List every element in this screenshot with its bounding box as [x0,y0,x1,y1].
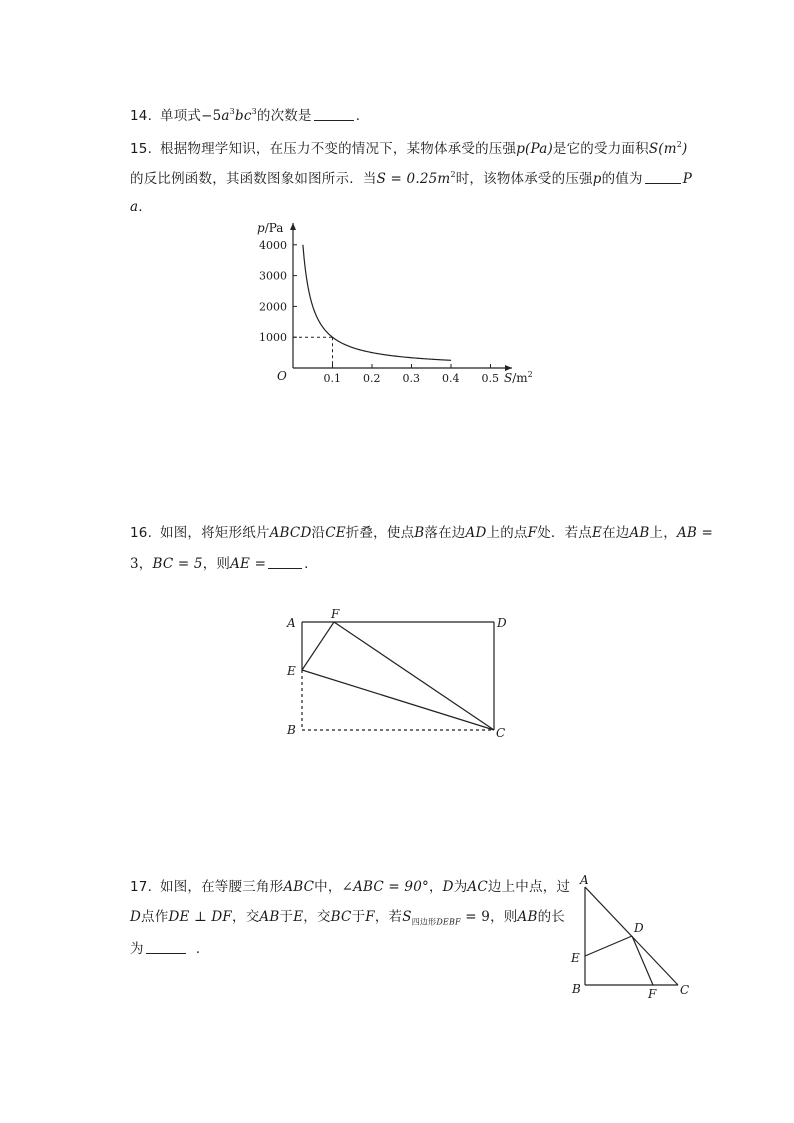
fig16-label-d: D [497,616,507,630]
q17-abc: ABC [283,879,315,895]
q14-var-a: a [221,108,230,124]
q15-m: (m [658,141,677,157]
q16-text-b: 沿 [311,525,326,541]
q15-eq: S = 0.25 [376,171,438,187]
q17-ac: AC [467,879,488,895]
q16-text-e: 上的点 [486,525,528,541]
fig17-label-d: D [634,921,644,935]
q15-text-2b: 时，该物体承受的压强 [455,171,593,187]
q15-unit-a: a [130,199,139,215]
origin-label: O [277,369,287,383]
q16-text-i: 上， [649,525,677,541]
q17-ab2: AB [517,909,538,925]
q17-e: E [293,909,304,925]
q17-d: D [442,879,454,895]
q15-m-exp: 2 [676,140,683,149]
q17-end: . [195,941,201,957]
fig17-label-a: A [580,873,589,887]
fig16-label-f: F [331,607,340,621]
q17-perp: DE ⊥ DF [168,909,232,925]
q15-text-2a: 的反比例函数，其函数图象如图所示．当 [130,171,377,187]
q16-ad: AD [465,525,487,541]
q16-sep: ， [138,556,153,572]
q17-text-2b: ，交 [232,909,260,925]
fig17-label-f: F [648,987,657,1001]
q17-text-f: 边上中点，过 [487,879,571,895]
q16-text-d: 落在边 [424,525,466,541]
q17-f: F [365,909,375,925]
q16-ae: AE = [230,556,267,572]
q16-text-a: 如图，将矩形纸片 [160,525,270,541]
q17-ab: AB [259,909,280,925]
q17-text-2a: 点作 [141,909,169,925]
q16-text-h: 在边 [602,525,630,541]
x-axis-label: $S/m^2$ [504,370,533,385]
q15-text-b: 是它的受力面积 [552,141,649,157]
q17-text-b: 中， [314,879,342,895]
q14-number: 14. [130,108,153,124]
q17-text-2e: 于 [351,909,366,925]
q16-text-2a: ，则 [202,556,231,572]
q15-close: ) [682,141,688,157]
q17-text-2g: ，若 [374,909,403,925]
q15-number: 15. [130,141,153,157]
q16-end: . [304,556,309,572]
q14-exp-a: 3 [229,107,235,116]
y-axis-label: p/Pa [257,221,284,235]
q15-text-a: 根据物理学知识，在压力不变的情况下，某物体承受的压强 [160,141,517,157]
y-tick-label: 3000 [259,269,287,283]
q15-end: . [138,199,143,215]
q17-d2: D [130,909,142,925]
q17-angle: ∠ABC = 90° [341,879,429,895]
q17-text-2c: 于 [279,909,294,925]
x-tick-label: 0.4 [442,372,460,385]
q15-s: S [648,141,659,157]
q17-text-c: ， [428,879,443,895]
q16-bc: BC = 5 [152,556,203,572]
q15-text-2c: 的值为 [601,171,643,187]
q17-s-sub2: DEBF [436,917,461,927]
fig16-label-b: B [287,723,296,737]
q17-s-sub: 四边形 [411,917,437,927]
q16-abcd: ABCD [269,525,312,541]
fig16-label-e: E [287,664,296,678]
q15-p: p [516,141,526,157]
q15-eq-exp: 2 [450,170,456,179]
q17-text-a: 如图，在等腰三角形 [160,879,284,895]
q14-text-after: 的次数是 [256,108,312,124]
q17-bc: BC [330,909,352,925]
fig17-label-b: B [572,982,581,996]
q14-var-c: c [243,108,252,124]
x-tick-label: 0.2 [363,372,381,385]
q17-s: S [402,909,412,925]
q15-p2: p [592,171,602,187]
q16-b-pt: B [414,525,425,541]
x-tick-label: 0.3 [402,372,420,385]
q14-text-before: 单项式 [160,108,202,124]
q14-var-b: b [234,108,244,124]
q16-number: 16. [130,525,153,541]
q17-number: 17. [130,879,153,895]
x-tick-label: 0.5 [481,372,499,385]
q17-text-2d: ，交 [303,909,331,925]
q14-end: . [355,108,361,124]
q17-text-3a: 为 [130,941,144,957]
q16-e-pt: E [592,525,603,541]
q17-eq: = 9 [460,909,491,925]
q15-eq-m: m [437,171,451,187]
q17-text-2h: ，则 [490,909,518,925]
y-tick-label: 1000 [259,331,287,345]
q15-pa: (Pa) [525,141,553,157]
y-tick-label: 2000 [259,300,287,314]
fig16-label-c: C [496,726,506,740]
q16-ab-eq: AB = [676,525,714,541]
q17-text-2i: 的长 [537,909,565,925]
q17-text-e: 为 [453,879,468,895]
q16-ab: AB [629,525,650,541]
y-tick-label: 4000 [259,238,287,252]
q14-exp-c: 3 [251,107,257,116]
q14-coef: −5 [201,108,222,124]
q16-text-g: 处．若点 [537,525,592,541]
fig17-label-e: E [571,951,580,965]
q15-unit-p: P [682,171,692,187]
fig17-label-c: C [680,983,690,997]
q16-f: F [527,525,538,541]
q16-ce: CE [325,525,346,541]
q16-text-c: 折叠，使点 [345,525,415,541]
x-tick-label: 0.1 [323,372,341,385]
fig16-label-a: A [287,616,296,630]
q16-val: 3 [130,556,139,572]
